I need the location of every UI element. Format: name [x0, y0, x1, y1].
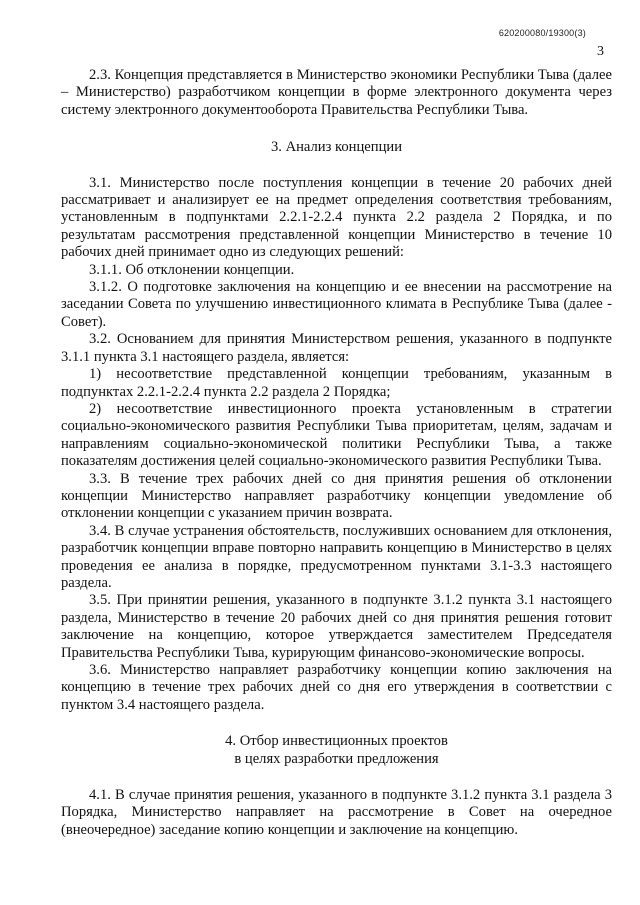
paragraph-3-1-1: 3.1.1. Об отклонении концепции.: [89, 261, 295, 278]
section-4-heading-line-1: 4. Отбор инвестиционных проектов: [225, 733, 448, 750]
paragraph-3-1: 3.1. Министерство после поступления концепции в течение 20 рабочих дней рассматривает и анализирует ее на предмет определения соответствия требованиям, установленным в подпунктами 2.2.1-2.2.4 пункта 2.2 раздела 2 Порядка, и по результатам рассмотрения представленной концепции Министерство в течение 10 рабочих дней принимает одно из следующих решений:: [61, 174, 612, 261]
paragraph-3-1-2: 3.1.2. О подготовке заключения на концепцию и ее внесении на рассмотрение на заседании Совета по улучшению инвестиционного климата в Республике Тыва (далее - Совет).: [61, 279, 612, 330]
paragraph-3-4: 3.4. В случае устранения обстоятельств, послуживших основанием для отклонения, разработчик концепции вправе повторно направить концепцию в Министерство в целях проведения ее анализа в порядке, предусмотренном пунктами 3.1-3.3 настоящего раздела.: [61, 522, 612, 591]
section-4-heading-line-2: в целях разработки предложения: [234, 750, 439, 767]
paragraph-3-3: 3.3. В течение трех рабочих дней со дня принятия решения об отклонении концепции Министерство направляет разработчику концепции уведомление об отклонении концепции с указанием причин возврата.: [61, 470, 612, 522]
paragraph-2-3: 2.3. Концепция представляется в Министерство экономики Республики Тыва (далее – Министерство) разработчиком концепции в форме электронного документа через систему электронного документооборота Правительства Республики Тыва.: [61, 67, 612, 118]
paragraph-4-1: 4.1. В случае принятия решения, указанного в подпункте 3.1.2 пункта 3.1 раздела 3 Порядка, Министерство направляет на рассмотрение в Совет на очередное (внеочередное) заседание копию концепции и заключение на концепцию.: [61, 787, 612, 838]
paragraph-3-6: 3.6. Министерство направляет разработчику концепции копию заключения на концепцию в течение трех рабочих дней со дня его утверждения в соответствии с пунктом 3.4 настоящего раздела.: [61, 662, 612, 713]
paragraph-3-2-item-2: 2) несоответствие инвестиционного проекта установленным в стратегии социально-экономического развития Республики Тыва приоритетам, целям, задачам и направлениям социально-экономической политики Республики Тыва, а также показателям достижения целей социально-экономического развития Республики Тыва.: [61, 400, 612, 470]
paragraph-3-5: 3.5. При принятии решения, указанного в подпункте 3.1.2 пункта 3.1 настоящего раздела, Министерство в течение 20 рабочих дней со дня принятия решения готовит заключение на концепцию, которое утверждается заместителем Председателя Правительства Республики Тыва, курирующим финансово-экономические вопросы.: [61, 592, 612, 661]
paragraph-3-2: 3.2. Основанием для принятия Министерством решения, указанного в подпункте 3.1.1 пункта 3.1 настоящего раздела, является:: [61, 331, 612, 365]
document-body: [61, 67, 612, 839]
paragraph-3-2-item-1: 1) несоответствие представленной концепции требованиям, указанным в подпунктах 2.2.1-2.2.4 пункта 2.2 раздела 2 Порядка;: [61, 366, 612, 400]
section-3-heading: 3. Анализ концепции: [270, 139, 403, 156]
document-id: 620200080/19300(3): [498, 28, 586, 38]
page-number: 3: [597, 44, 604, 59]
